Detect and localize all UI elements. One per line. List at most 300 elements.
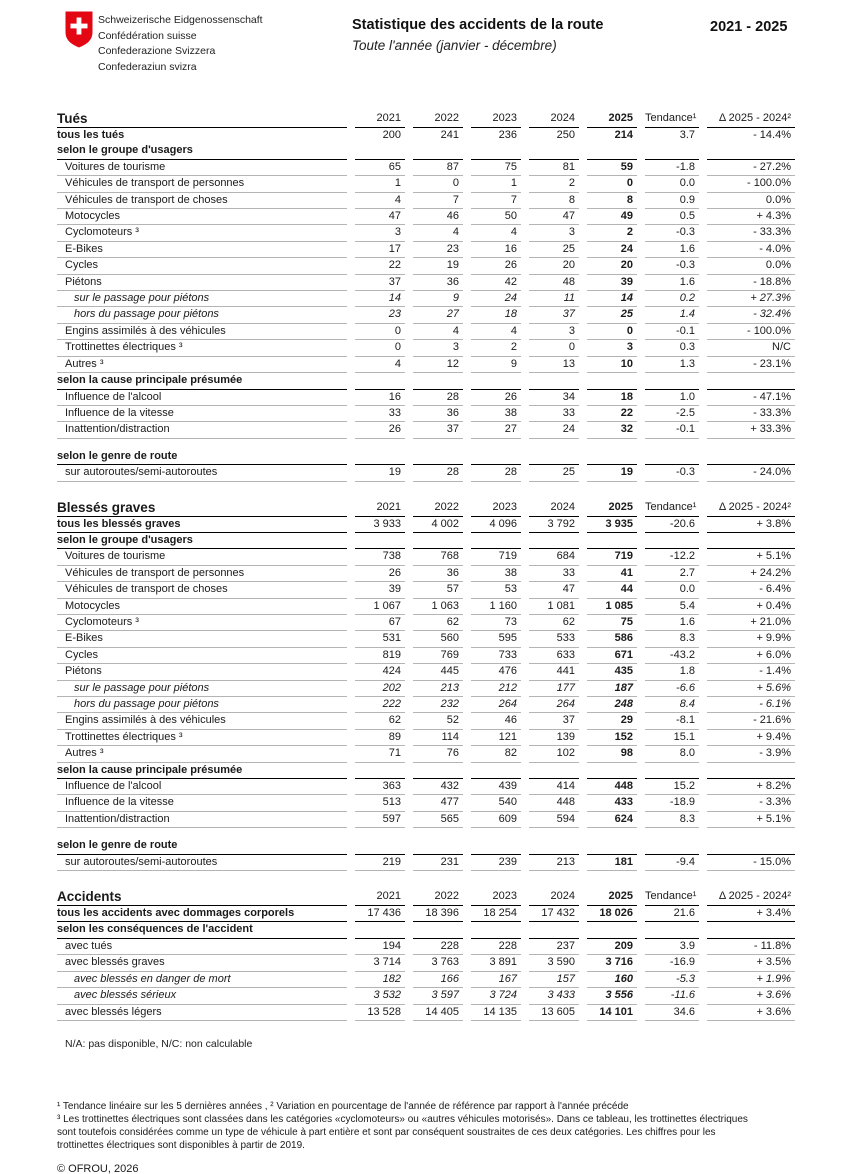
value-cell-2021: 3 714	[355, 955, 405, 971]
value-cell-2022: 27	[413, 307, 463, 323]
value-cell-tendance: 1.4	[645, 307, 699, 323]
value-cell-2021: 738	[355, 549, 405, 565]
page-subtitle: Toute l'année (janvier - décembre)	[352, 38, 557, 53]
value-cell-delta: - 14.4%	[753, 129, 791, 141]
value-cell-delta: + 3.5%	[707, 955, 795, 971]
column-header-2021: 2021	[355, 888, 405, 906]
row-label: Autres ³	[57, 357, 347, 373]
row-label: Véhicules de transport de personnes	[57, 566, 347, 582]
value-cell-tendance: 1.3	[645, 357, 699, 373]
value-cell-2023: 4	[471, 225, 521, 241]
value-cell-tendance: -0.3	[645, 225, 699, 241]
row-label: selon le genre de route	[57, 449, 347, 465]
table-row	[57, 390, 795, 406]
table-accidents	[57, 888, 795, 1021]
value-cell-2022: 12	[413, 357, 463, 373]
table-row	[57, 812, 795, 828]
value-cell-2025: 8	[587, 193, 637, 209]
table-row	[57, 357, 795, 373]
value-cell-tendance: 8.3	[645, 812, 699, 828]
value-cell-2021: 222	[355, 697, 405, 713]
column-header-2023: 2023	[471, 888, 521, 906]
value-cell-2023: 38	[471, 406, 521, 422]
column-header-2023: 2023	[471, 110, 521, 128]
table-row	[57, 340, 795, 356]
value-cell-2022: 4 002	[413, 517, 463, 533]
table-row	[57, 697, 795, 713]
value-cell-delta: - 24.0%	[707, 465, 795, 481]
value-cell-2022: 23	[413, 242, 463, 258]
value-cell-2025: 1 085	[587, 599, 637, 615]
row-label: Voitures de tourisme	[57, 160, 347, 176]
value-cell-2024: 11	[529, 291, 579, 307]
value-cell-2023: 540	[471, 795, 521, 811]
value-cell-2025: 49	[587, 209, 637, 225]
value-cell-2021: 363	[355, 779, 405, 795]
value-cell-2025: 435	[587, 664, 637, 680]
row-label: tous les blessés graves	[57, 517, 347, 533]
value-cell-2024: 684	[529, 549, 579, 565]
value-cell-tendance: 15.2	[645, 779, 699, 795]
value-cell-2025: 39	[587, 275, 637, 291]
value-cell-delta: + 27.3%	[707, 291, 795, 307]
value-cell-2024: 533	[529, 631, 579, 647]
table-row	[57, 855, 795, 871]
value-cell-2023: 212	[471, 681, 521, 697]
row-label: E-Bikes	[57, 242, 347, 258]
table-row	[57, 160, 795, 176]
value-cell-2022: 9	[413, 291, 463, 307]
value-cell-2023: 7	[471, 193, 521, 209]
value-cell-2021: 531	[355, 631, 405, 647]
row-label: Piétons	[57, 275, 347, 291]
value-cell-2025: 160	[587, 972, 637, 988]
value-cell-2023: 9	[471, 357, 521, 373]
value-cell-tendance: -9.4	[645, 855, 699, 871]
table-row	[57, 275, 795, 291]
row-label: E-Bikes	[57, 631, 347, 647]
table-row	[57, 795, 795, 811]
value-cell-tendance: 0.5	[645, 209, 699, 225]
value-cell-2021: 1 067	[355, 599, 405, 615]
value-cell-2022: 768	[413, 549, 463, 565]
value-cell-2025: 29	[587, 713, 637, 729]
table-tues	[57, 110, 795, 482]
value-cell-tendance: -6.6	[645, 681, 699, 697]
value-cell-delta: - 27.2%	[707, 160, 795, 176]
value-cell-2025: 0	[587, 324, 637, 340]
column-header-delta: Δ 2025 - 2024²	[707, 499, 795, 517]
value-cell-delta: + 24.2%	[707, 566, 795, 582]
column-header-tendance: Tendance¹	[645, 499, 699, 517]
table-row	[57, 176, 795, 192]
value-cell-2023: 18 254	[471, 906, 521, 922]
table-title: Blessés graves	[57, 499, 347, 517]
table-row	[57, 566, 795, 582]
value-cell-2025: 98	[587, 746, 637, 762]
value-cell-2024: 81	[529, 160, 579, 176]
value-cell-2021: 3	[355, 225, 405, 241]
value-cell-2022: 166	[413, 972, 463, 988]
value-cell-2024: 33	[529, 566, 579, 582]
value-cell-2022: 57	[413, 582, 463, 598]
value-cell-tendance: -5.3	[645, 972, 699, 988]
value-cell-2025: 624	[587, 812, 637, 828]
value-cell-2024: 250	[556, 129, 575, 141]
value-cell-delta: - 1.4%	[707, 664, 795, 680]
value-cell-2021: 200	[382, 129, 401, 141]
value-cell-2024: 47	[529, 209, 579, 225]
value-cell-2025: 75	[587, 615, 637, 631]
row-label: Inattention/distraction	[57, 812, 347, 828]
value-cell-2022: 228	[413, 939, 463, 955]
row-label: selon le groupe d'usagers	[57, 143, 347, 159]
row-label: Trottinettes électriques ³	[57, 340, 347, 356]
value-cell-2023: 18	[471, 307, 521, 323]
value-cell-2021: 182	[355, 972, 405, 988]
value-cell-2025: 719	[587, 549, 637, 565]
value-cell-2023: 476	[471, 664, 521, 680]
value-cell-2023: 1 160	[471, 599, 521, 615]
section-row	[57, 143, 795, 159]
value-cell-2024: 139	[529, 730, 579, 746]
value-cell-2023: 733	[471, 648, 521, 664]
column-header-2025: 2025	[587, 499, 637, 517]
table-row	[57, 209, 795, 225]
row-label: sur autoroutes/semi-autoroutes	[57, 465, 347, 481]
value-cell-delta: - 15.0%	[707, 855, 795, 871]
value-cell-2022: 62	[413, 615, 463, 631]
value-cell-delta: + 8.2%	[707, 779, 795, 795]
value-cell-2021: 14	[355, 291, 405, 307]
column-header-delta: Δ 2025 - 2024²	[707, 110, 795, 128]
value-cell-tendance: 3.9	[645, 939, 699, 955]
value-cell-2025: 586	[587, 631, 637, 647]
value-cell-2023: 595	[471, 631, 521, 647]
column-header-2022: 2022	[413, 499, 463, 517]
row-label: sur autoroutes/semi-autoroutes	[57, 855, 347, 871]
row-label: Motocycles	[57, 599, 347, 615]
value-cell-2024: 0	[529, 340, 579, 356]
value-cell-2022: 52	[413, 713, 463, 729]
value-cell-2021: 0	[355, 340, 405, 356]
value-cell-delta: - 100.0%	[707, 176, 795, 192]
value-cell-tendance: 0.0	[645, 582, 699, 598]
value-cell-2021: 0	[355, 324, 405, 340]
table-row	[57, 599, 795, 615]
row-label: selon le groupe d'usagers	[57, 533, 347, 549]
value-cell-2023: 75	[471, 160, 521, 176]
value-cell-2023: 3 891	[471, 955, 521, 971]
swiss-coat-of-arms-icon	[65, 11, 93, 48]
value-cell-2023: 28	[471, 465, 521, 481]
value-cell-tendance: 0.0	[645, 176, 699, 192]
footnotes	[57, 1100, 757, 1152]
row-label: Véhicules de transport de choses	[57, 193, 347, 209]
value-cell-2024: 37	[529, 307, 579, 323]
value-cell-delta: + 6.0%	[707, 648, 795, 664]
value-cell-2021: 67	[355, 615, 405, 631]
value-cell-delta: - 3.3%	[707, 795, 795, 811]
value-cell-delta: - 21.6%	[707, 713, 795, 729]
value-cell-2025: 25	[587, 307, 637, 323]
table-row	[57, 242, 795, 258]
section-row	[57, 922, 795, 938]
value-cell-2025: 19	[587, 465, 637, 481]
row-label: Cyclomoteurs ³	[57, 225, 347, 241]
value-cell-tendance: -8.1	[645, 713, 699, 729]
value-cell-delta: + 4.3%	[707, 209, 795, 225]
value-cell-2021: 47	[355, 209, 405, 225]
value-cell-2025: 671	[587, 648, 637, 664]
row-label: hors du passage pour piétons	[57, 307, 347, 323]
value-cell-2021: 13 528	[355, 1005, 405, 1021]
row-label: Piétons	[57, 664, 347, 680]
value-cell-delta: + 9.9%	[707, 631, 795, 647]
value-cell-2025: 209	[587, 939, 637, 955]
value-cell-2021: 65	[355, 160, 405, 176]
table-row	[57, 615, 795, 631]
table-row	[57, 779, 795, 795]
value-cell-tendance: -2.5	[645, 406, 699, 422]
value-cell-2022: 1 063	[413, 599, 463, 615]
value-cell-tendance: 8.0	[645, 746, 699, 762]
value-cell-2024: 62	[529, 615, 579, 631]
table-row	[57, 193, 795, 209]
federal-line-fr: Confédération suisse	[98, 29, 197, 42]
value-cell-2025: 152	[587, 730, 637, 746]
table-row	[57, 746, 795, 762]
value-cell-delta: 0.0%	[707, 258, 795, 274]
value-cell-2025: 3	[587, 340, 637, 356]
value-cell-2025: 3 556	[587, 988, 637, 1004]
value-cell-2025: 448	[587, 779, 637, 795]
page-title: Statistique des accidents de la route	[352, 17, 604, 33]
value-cell-2025: 14	[587, 291, 637, 307]
value-cell-2022: 432	[413, 779, 463, 795]
column-header-2021: 2021	[355, 110, 405, 128]
value-cell-delta: + 3.6%	[707, 1005, 795, 1021]
value-cell-tendance: 34.6	[645, 1005, 699, 1021]
value-cell-2022: 560	[413, 631, 463, 647]
value-cell-delta: 0.0%	[707, 193, 795, 209]
column-header-delta: Δ 2025 - 2024²	[707, 888, 795, 906]
table-row	[57, 258, 795, 274]
value-cell-2024: 237	[529, 939, 579, 955]
row-label: Véhicules de transport de personnes	[57, 176, 347, 192]
federal-line-it: Confederazione Svizzera	[98, 45, 216, 57]
federal-line-de: Schweizerische Eidgenossenschaft	[98, 14, 263, 26]
value-cell-2021: 219	[355, 855, 405, 871]
row-label: Influence de l'alcool	[57, 779, 347, 795]
table-header-row	[57, 110, 795, 128]
column-header-2021: 2021	[355, 499, 405, 517]
value-cell-tendance: 0.2	[645, 291, 699, 307]
value-cell-2021: 4	[355, 357, 405, 373]
row-label: Engins assimilés à des véhicules	[57, 324, 347, 340]
value-cell-2025: 41	[587, 566, 637, 582]
value-cell-2021: 71	[355, 746, 405, 762]
value-cell-tendance: 1.8	[645, 664, 699, 680]
value-cell-2022: 7	[413, 193, 463, 209]
value-cell-2023: 439	[471, 779, 521, 795]
value-cell-2022: 445	[413, 664, 463, 680]
value-cell-tendance: -1.8	[645, 160, 699, 176]
table-row	[57, 128, 795, 143]
row-label: tous les accidents avec dommages corporels	[57, 906, 347, 922]
value-cell-2022: 36	[413, 566, 463, 582]
value-cell-2024: 213	[529, 855, 579, 871]
value-cell-2022: 19	[413, 258, 463, 274]
value-cell-tendance: 8.4	[645, 697, 699, 713]
row-label: Trottinettes électriques ³	[57, 730, 347, 746]
table-row	[57, 713, 795, 729]
value-cell-2021: 16	[355, 390, 405, 406]
value-cell-2022: 114	[413, 730, 463, 746]
value-cell-2023: 14 135	[471, 1005, 521, 1021]
value-cell-delta: + 5.1%	[707, 812, 795, 828]
table-header-row	[57, 888, 795, 906]
value-cell-2024: 13 605	[529, 1005, 579, 1021]
value-cell-tendance: 0.9	[645, 193, 699, 209]
value-cell-2025: 24	[587, 242, 637, 258]
row-label: hors du passage pour piétons	[57, 697, 347, 713]
value-cell-delta: - 6.1%	[707, 697, 795, 713]
table-header-row	[57, 499, 795, 517]
value-cell-2023: 42	[471, 275, 521, 291]
table-title: Accidents	[57, 888, 347, 906]
value-cell-delta: - 3.9%	[707, 746, 795, 762]
value-cell-2022: 37	[413, 422, 463, 438]
table-row	[57, 955, 795, 971]
table-row	[57, 324, 795, 340]
cross-horizontal-bar	[71, 24, 88, 29]
value-cell-tendance: 1.6	[645, 615, 699, 631]
value-cell-2025: 3 935	[587, 517, 637, 533]
value-cell-delta: + 0.4%	[707, 599, 795, 615]
row-label: sur le passage pour piétons	[57, 681, 347, 697]
value-cell-2023: 50	[471, 209, 521, 225]
value-cell-2025: 22	[587, 406, 637, 422]
value-cell-2024: 177	[529, 681, 579, 697]
value-cell-2021: 3 933	[355, 517, 405, 533]
value-cell-2022: 213	[413, 681, 463, 697]
value-cell-2022: 477	[413, 795, 463, 811]
value-cell-2024: 594	[529, 812, 579, 828]
value-cell-2021: 26	[355, 566, 405, 582]
na-note: N/A: pas disponible, N/C: non calculable	[65, 1037, 253, 1050]
value-cell-2023: 3 724	[471, 988, 521, 1004]
value-cell-2021: 819	[355, 648, 405, 664]
value-cell-2024: 3 590	[529, 955, 579, 971]
footnote-3: ³ Les trottinettes électriques sont classées dans les catégories «cyclomoteurs» ou «autres véhicules motorisés». Dans ce tableau, les trottinettes électriques sont toutefois considérées comme un type de véhicule à part entière et sont par conséquent soustraites de ces deux catégories. Les chiffres pour les trottinettes électriques sont disponibles à partir de 2019.	[57, 1113, 748, 1151]
row-label: Influence de la vitesse	[57, 795, 347, 811]
value-cell-delta: + 3.6%	[707, 988, 795, 1004]
value-cell-2023: 27	[471, 422, 521, 438]
row-label: Véhicules de transport de choses	[57, 582, 347, 598]
table-row	[57, 664, 795, 680]
row-label: avec blessés graves	[57, 955, 347, 971]
value-cell-2022: 231	[413, 855, 463, 871]
value-cell-2021: 4	[355, 193, 405, 209]
value-cell-tendance: 0.3	[645, 340, 699, 356]
value-cell-2021: 1	[355, 176, 405, 192]
value-cell-2022: 76	[413, 746, 463, 762]
value-cell-delta: + 5.6%	[707, 681, 795, 697]
value-cell-tendance: -0.1	[645, 422, 699, 438]
table-row	[57, 730, 795, 746]
row-label: selon la cause principale présumée	[57, 763, 347, 779]
table-row	[57, 225, 795, 241]
value-cell-2024: 47	[529, 582, 579, 598]
value-cell-2023: 228	[471, 939, 521, 955]
column-header-2024: 2024	[529, 499, 579, 517]
table-row	[57, 549, 795, 565]
value-cell-tendance: -43.2	[645, 648, 699, 664]
section-row	[57, 373, 795, 389]
section-row	[57, 838, 795, 854]
value-cell-tendance: -0.3	[645, 258, 699, 274]
row-label: selon les conséquences de l'accident	[57, 922, 347, 938]
row-label: avec blessés légers	[57, 1005, 347, 1021]
value-cell-2023: 167	[471, 972, 521, 988]
value-cell-2021: 597	[355, 812, 405, 828]
value-cell-2025: 214	[614, 129, 633, 141]
value-cell-2023: 121	[471, 730, 521, 746]
value-cell-2024: 8	[529, 193, 579, 209]
value-cell-2022: 36	[413, 275, 463, 291]
value-cell-delta: + 1.9%	[707, 972, 795, 988]
value-cell-2021: 23	[355, 307, 405, 323]
value-cell-2024: 25	[529, 465, 579, 481]
value-cell-2024: 17 432	[529, 906, 579, 922]
value-cell-2021: 37	[355, 275, 405, 291]
value-cell-delta: - 33.3%	[707, 225, 795, 241]
value-cell-2021: 513	[355, 795, 405, 811]
column-header-2025: 2025	[587, 888, 637, 906]
value-cell-2022: 241	[440, 129, 459, 141]
value-cell-2023: 609	[471, 812, 521, 828]
value-cell-2022: 232	[413, 697, 463, 713]
column-header-2024: 2024	[529, 110, 579, 128]
value-cell-2022: 28	[413, 390, 463, 406]
value-cell-delta: + 9.4%	[707, 730, 795, 746]
value-cell-2022: 4	[413, 225, 463, 241]
column-header-tendance: Tendance¹	[645, 888, 699, 906]
value-cell-delta: - 32.4%	[707, 307, 795, 323]
value-cell-2025: 18	[587, 390, 637, 406]
value-cell-2025: 187	[587, 681, 637, 697]
column-header-2023: 2023	[471, 499, 521, 517]
table-row	[57, 906, 795, 922]
row-label: Cycles	[57, 648, 347, 664]
value-cell-2023: 4 096	[471, 517, 521, 533]
value-cell-2023: 16	[471, 242, 521, 258]
value-cell-tendance: 1.6	[645, 275, 699, 291]
section-row	[57, 763, 795, 779]
value-cell-2025: 10	[587, 357, 637, 373]
table-row	[57, 307, 795, 323]
value-cell-2024: 264	[529, 697, 579, 713]
value-cell-2022: 4	[413, 324, 463, 340]
row-label: Cycles	[57, 258, 347, 274]
value-cell-2021: 89	[355, 730, 405, 746]
value-cell-2025: 20	[587, 258, 637, 274]
value-cell-tendance: 15.1	[645, 730, 699, 746]
value-cell-2022: 87	[413, 160, 463, 176]
value-cell-delta: - 33.3%	[707, 406, 795, 422]
value-cell-tendance: -12.2	[645, 549, 699, 565]
